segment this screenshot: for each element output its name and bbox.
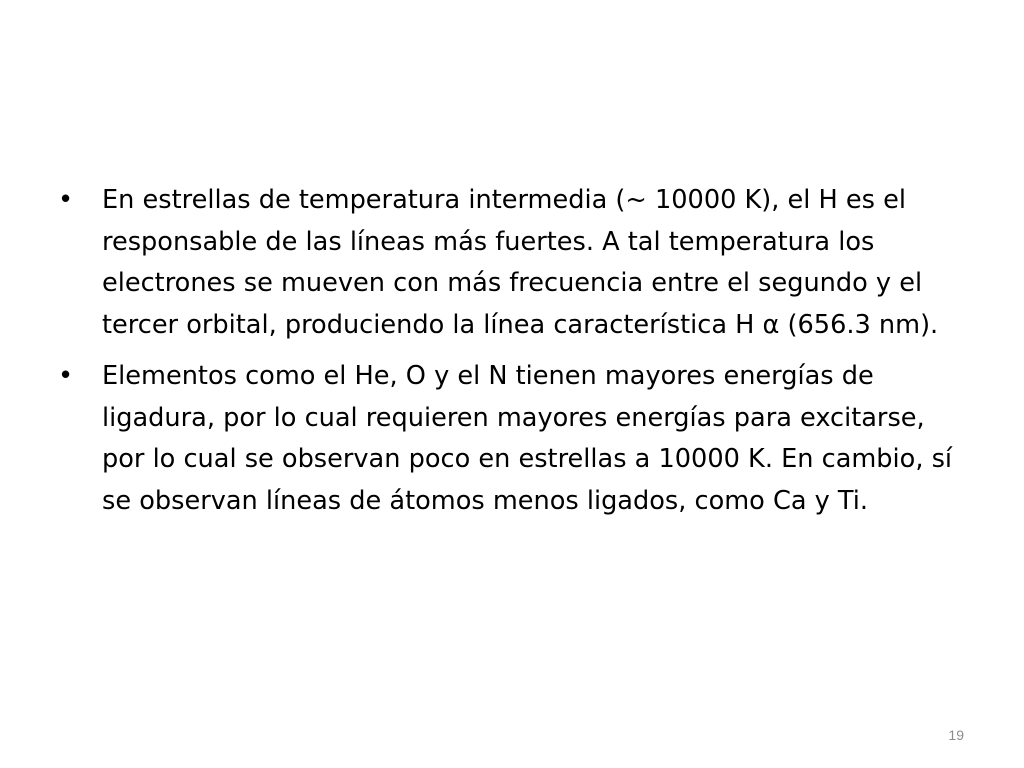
bullet-icon: • — [58, 361, 74, 391]
bullet-icon: • — [58, 185, 74, 215]
bullet-text: Elementos como el He, O y el N tienen mayores energías de ligadura, por lo cual requieren mayores energías para excitarse, por lo cual se observan poco en estrellas a 10000 K. En cambio, sí se observan líneas de átomos menos ligados, como Ca y Ti. — [102, 361, 953, 516]
bullet-list — [54, 180, 974, 522]
bullet-item — [54, 180, 974, 346]
bullet-text: En estrellas de temperatura intermedia (~ 10000 K), el H es el responsable de las líneas más fuertes. A tal temperatura los electrones se mueven con más frecuencia entre el segundo y el tercer orbital, produciendo la línea característica H α (656.3 nm). — [102, 185, 939, 340]
bullet-item — [54, 356, 974, 522]
slide-content — [54, 180, 974, 532]
slide-number: 19 — [948, 727, 964, 743]
